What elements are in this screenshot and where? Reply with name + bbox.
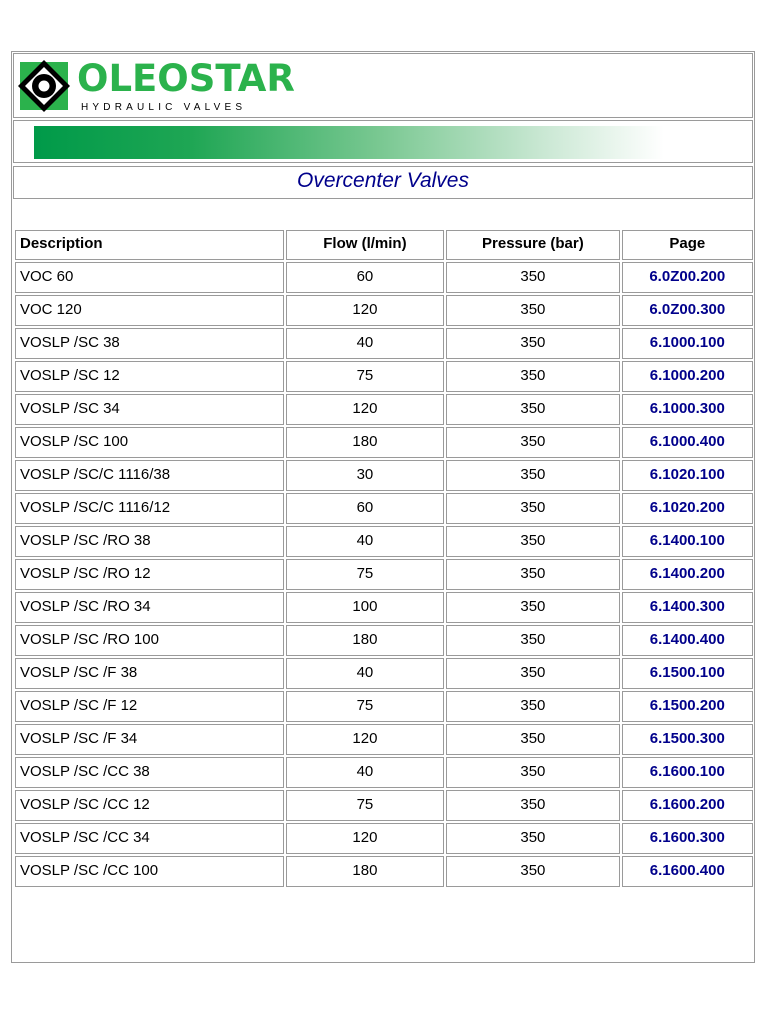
row-pressure: 350 [446,757,619,788]
row-page-link[interactable]: 6.1600.200 [622,790,753,821]
row-flow: 180 [286,856,444,887]
row-page-link[interactable]: 6.1000.300 [622,394,753,425]
table-row [15,790,753,821]
row-flow: 100 [286,592,444,623]
row-flow: 60 [286,262,444,293]
table-row [15,328,753,359]
row-description: VOSLP /SC /F 12 [15,691,284,722]
row-pressure: 350 [446,559,619,590]
table-row [15,625,753,656]
row-pressure: 350 [446,328,619,359]
table-row [15,394,753,425]
row-page-link[interactable]: 6.1600.400 [622,856,753,887]
header-description: Description [15,230,284,260]
table-row [15,592,753,623]
brand-tagline: HYDRAULIC VALVES [81,102,247,113]
row-page-link[interactable]: 6.1020.200 [622,493,753,524]
row-pressure: 350 [446,493,619,524]
row-pressure: 350 [446,658,619,689]
row-flow: 120 [286,295,444,326]
table-header-row [15,230,753,260]
row-description: VOC 60 [15,262,284,293]
row-description: VOSLP /SC 34 [15,394,284,425]
header-flow: Flow (l/min) [286,230,444,260]
row-pressure: 350 [446,724,619,755]
row-pressure: 350 [446,691,619,722]
header-page: Page [622,230,753,260]
table-row [15,262,753,293]
row-page-link[interactable]: 6.1500.200 [622,691,753,722]
row-pressure: 350 [446,856,619,887]
row-description: VOSLP /SC /RO 34 [15,592,284,623]
row-flow: 40 [286,526,444,557]
row-flow: 75 [286,559,444,590]
row-pressure: 350 [446,526,619,557]
row-page-link[interactable]: 6.1400.100 [622,526,753,557]
row-page-link[interactable]: 6.0Z00.200 [622,262,753,293]
table-row [15,658,753,689]
row-page-link[interactable]: 6.0Z00.300 [622,295,753,326]
row-pressure: 350 [446,592,619,623]
row-description: VOSLP /SC 12 [15,361,284,392]
row-page-link[interactable]: 6.1500.100 [622,658,753,689]
logo-header [13,53,753,118]
table-row [15,757,753,788]
table-row [15,724,753,755]
row-pressure: 350 [446,823,619,854]
row-pressure: 350 [446,295,619,326]
table-row [15,856,753,887]
row-pressure: 350 [446,790,619,821]
gradient-banner [13,120,753,163]
row-flow: 75 [286,361,444,392]
row-flow: 180 [286,427,444,458]
row-flow: 180 [286,625,444,656]
row-description: VOSLP /SC/C 1116/38 [15,460,284,491]
row-description: VOSLP /SC 38 [15,328,284,359]
row-description: VOSLP /SC /F 38 [15,658,284,689]
row-pressure: 350 [446,625,619,656]
row-flow: 40 [286,328,444,359]
row-description: VOSLP /SC /F 34 [15,724,284,755]
row-flow: 75 [286,790,444,821]
table-row [15,823,753,854]
table-row [15,295,753,326]
row-page-link[interactable]: 6.1400.200 [622,559,753,590]
table-row [15,460,753,491]
row-description: VOSLP /SC/C 1116/12 [15,493,284,524]
title-bar [13,166,753,199]
row-page-link[interactable]: 6.1000.400 [622,427,753,458]
table-row [15,559,753,590]
row-page-link[interactable]: 6.1400.300 [622,592,753,623]
row-pressure: 350 [446,427,619,458]
row-flow: 120 [286,394,444,425]
row-flow: 120 [286,823,444,854]
row-description: VOSLP /SC /RO 12 [15,559,284,590]
row-page-link[interactable]: 6.1500.300 [622,724,753,755]
row-description: VOSLP /SC /RO 38 [15,526,284,557]
green-gradient-bar [34,126,664,159]
row-description: VOSLP /SC /CC 38 [15,757,284,788]
brand-name: OLEOSTAR [77,57,295,100]
table-row [15,691,753,722]
row-description: VOSLP /SC 100 [15,427,284,458]
row-flow: 60 [286,493,444,524]
valves-table [13,228,755,889]
row-page-link[interactable]: 6.1600.300 [622,823,753,854]
row-flow: 75 [286,691,444,722]
header-pressure: Pressure (bar) [446,230,619,260]
row-pressure: 350 [446,361,619,392]
row-description: VOSLP /SC /CC 12 [15,790,284,821]
row-page-link[interactable]: 6.1000.100 [622,328,753,359]
table-row [15,526,753,557]
row-page-link[interactable]: 6.1000.200 [622,361,753,392]
oleostar-logo-icon [18,60,70,112]
page-title: Overcenter Valves [297,169,469,192]
row-flow: 120 [286,724,444,755]
row-description: VOSLP /SC /RO 100 [15,625,284,656]
row-pressure: 350 [446,394,619,425]
row-pressure: 350 [446,460,619,491]
row-page-link[interactable]: 6.1020.100 [622,460,753,491]
row-page-link[interactable]: 6.1600.100 [622,757,753,788]
row-pressure: 350 [446,262,619,293]
table-row [15,427,753,458]
table-row [15,361,753,392]
row-flow: 40 [286,658,444,689]
row-description: VOSLP /SC /CC 100 [15,856,284,887]
valves-table-container [13,228,755,889]
row-flow: 30 [286,460,444,491]
row-flow: 40 [286,757,444,788]
row-page-link[interactable]: 6.1400.400 [622,625,753,656]
row-description: VOC 120 [15,295,284,326]
table-row [15,493,753,524]
row-description: VOSLP /SC /CC 34 [15,823,284,854]
